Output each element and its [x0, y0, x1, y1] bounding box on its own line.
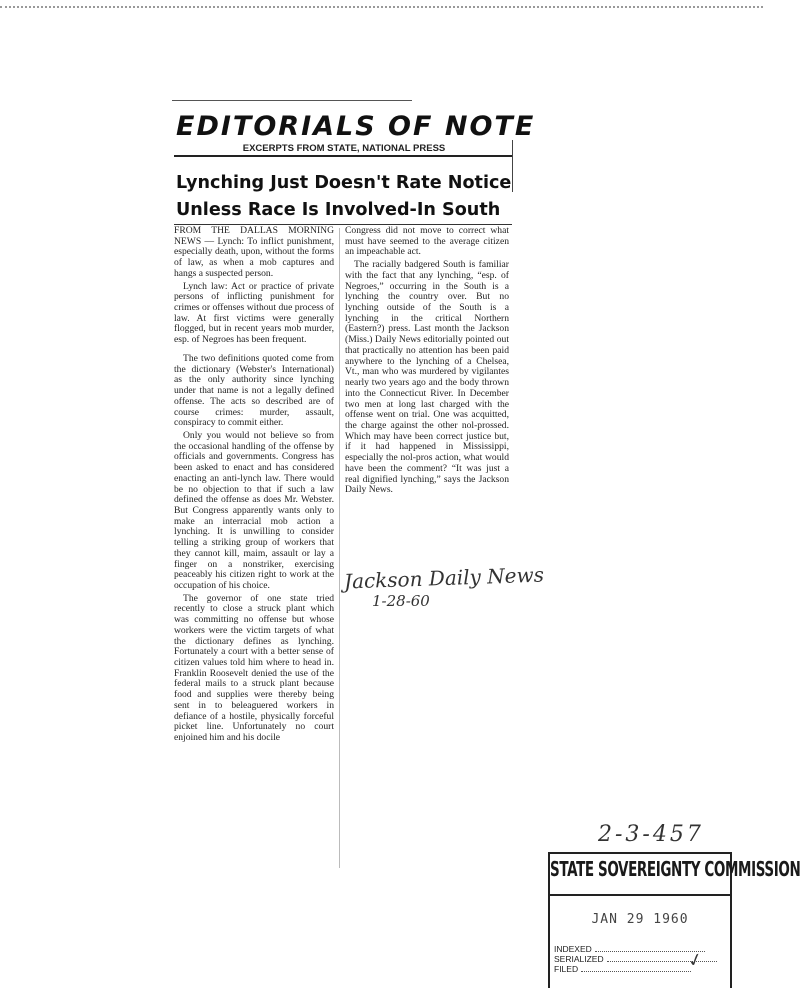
article-column-1 — [174, 226, 334, 746]
page-top-dotted-edge — [0, 6, 763, 8]
paragraph: The two definitions quoted come from the dictionary (Webster's International) as the only authority since lynching under that name is not a legally defined offense. The acts so described are of course crimes: murder, assault, conspiracy to commit either. — [174, 352, 334, 429]
stamp-indexed-field — [554, 944, 705, 954]
paragraph: Only you would not believe so from the occasional handling of the offense by officials and governments. Congress has been asked to enact and has considered enacting an anti-lynch law. There would be no objection to that if such a law defined the offense as does Mr. Webster. But Congress apparently wants only to make an interracial mob action a lynching. It is unwilling to consider telling a striking group of workers that they cannot kill, maim, assault or lay a finger on a nonstriker, exercising peaceably his citizen right to work at the occupation of his choice. — [174, 429, 334, 591]
handwritten-date-note: 1-28-60 — [372, 592, 430, 610]
stamp-serialized-label: SERIALIZED — [554, 954, 604, 964]
masthead: EDITORIALS OF NOTE — [176, 111, 536, 142]
stamp-dotted-line — [581, 964, 691, 972]
stamp-filed-label: FILED — [554, 964, 579, 974]
paragraph: The racially badgered South is familiar with the fact that any lynching, “esp. of Negroes,” occurring in the South is a lynching the country over. But no lynching outside of the South is a lynching in the critical Northern (Eastern?) press. Last month the Jackson (Miss.) Daily News editorially pointed out that practically no attention has been paid anywhere to the lynching of a Chelsea, Vt., man who was murdered by vigilantes nearly two years ago and the body thrown into the Connecticut River. In December two men at long last charged with the offense went on trial. One was acquitted, the charge against the other nol-prossed. Which may have been correct justice but, if it had happened in Mississippi, especially the nol-pros action, what would have been the comment? “It was just a real dignified lynching,” says the Jackson Daily News. — [345, 259, 509, 496]
headline — [176, 170, 512, 224]
clipping-top-rule — [172, 100, 412, 101]
stamp-filed-field — [554, 964, 691, 974]
checkmark-icon: ✓ — [685, 948, 706, 973]
paragraph: FROM THE DALLAS MORNING NEWS — Lynch: To inflict punishment, especially death, upon, without the forms of law, as when a mob captures and hangs a suspected person. — [174, 225, 334, 279]
column-divider — [339, 228, 340, 868]
stamp-title: STATE SOVEREIGNTY COMMISSION — [550, 858, 800, 882]
paragraph: Lynch law: Act or practice of private persons of inflicting punishment for crimes or offenses without due process of law. At first victims were generally flogged, but in recent years mob murder, esp. of Negroes has been frequent. — [174, 280, 334, 346]
stamp-date: JAN 29 1960 — [591, 912, 689, 927]
headline-line-1: Lynching Just Doesn't Rate Notice — [176, 173, 512, 193]
clipping-right-rule — [512, 140, 513, 192]
subhead: EXCERPTS FROM STATE, NATIONAL PRESS — [242, 143, 446, 154]
paragraph: The governor of one state tried recently to close a struck plant which was committing no offense but whose workers were the victim targets of what the dictionary defines as lynching. Fortunately a court with a better sense of citizen values told him where to head in. Franklin Roosevelt denied the use of the federal mails to a struck plant because food and supplies were thereby being sent in to beleaguered workers in defiance of a hostile, physically forceful picket line. Unfortunately no court enjoined him and his docile — [174, 592, 334, 744]
masthead-rule — [174, 155, 512, 157]
paragraph: Congress did not move to correct what must have seemed to the average citizen an impeachable act. — [345, 225, 509, 258]
stamp-rule — [550, 894, 730, 896]
article-column-2 — [345, 226, 509, 498]
stamp-indexed-label: INDEXED — [554, 944, 592, 954]
commission-stamp — [548, 852, 800, 988]
handwritten-file-number: 2-3-457 — [598, 822, 704, 847]
headline-line-2: Unless Race Is Involved-In South — [176, 200, 501, 220]
handwritten-source-note: Jackson Daily News — [343, 562, 545, 594]
